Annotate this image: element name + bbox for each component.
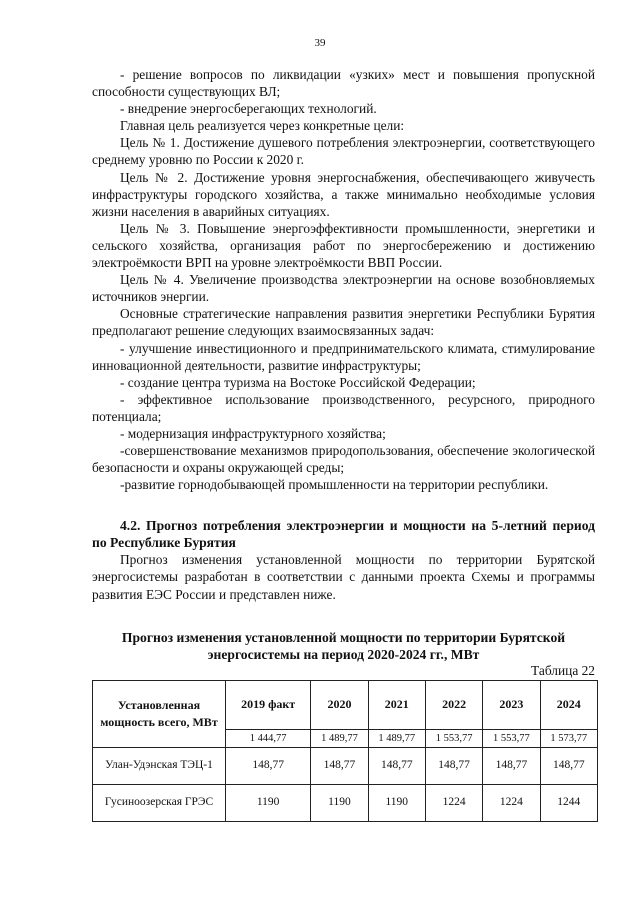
paragraph: Цель № 1. Достижение душевого потребления электроэнергии, соответствующего среднему уровню по России к 2020 г. <box>92 135 595 168</box>
header-year: 2021 <box>368 680 425 729</box>
paragraph: - модернизация инфраструктурного хозяйства; <box>120 425 386 441</box>
table-title: Прогноз изменения установленной мощности по территории Бурятской энергосистемы на период 2020-2024 гг., МВт <box>121 629 566 662</box>
cell-value: 1224 <box>483 784 540 821</box>
paragraph: - внедрение энергосберегающих технологий. <box>120 101 377 117</box>
total-value: 1 444,77 <box>226 729 311 747</box>
cell-value: 1190 <box>368 784 425 821</box>
paragraph: - создание центра туризма на Востоке Российской Федерации; <box>120 374 476 390</box>
cell-value: 148,77 <box>226 747 311 784</box>
table-label: Таблица 22 <box>531 662 595 678</box>
cell-value: 148,77 <box>368 747 425 784</box>
paragraph: - решение вопросов по ликвидации «узких» мест и повышения пропускной способности существующих ВЛ; <box>92 67 595 100</box>
cell-value: 1244 <box>540 784 597 821</box>
header-year: 2024 <box>540 680 597 729</box>
paragraph: - улучшение инвестиционного и предпринимательского климата, стимулирование инновационной деятельности, развитие инфраструктуры; <box>92 340 595 373</box>
station-name: Гусиноозерская ГРЭС <box>93 784 226 821</box>
station-name: Улан-Удэнская ТЭЦ-1 <box>93 747 226 784</box>
table-row <box>93 747 598 784</box>
paragraph: Цель № 4. Увеличение производства электроэнергии на основе возобновляемых источников энергии. <box>92 272 595 305</box>
section-paragraph: Прогноз изменения установленной мощности по территории Бурятской энергосистемы разработан в соответствии с данными проекта Схемы и программы развития ЕЭС России и представлен ниже. <box>92 552 595 602</box>
cell-value: 148,77 <box>483 747 540 784</box>
total-value: 1 553,77 <box>483 729 540 747</box>
header-year: 2022 <box>425 680 482 729</box>
table-row <box>93 784 598 821</box>
header-year: 2019 факт <box>226 680 311 729</box>
paragraph: Основные стратегические направления развития энергетики Республики Бурятия предполагают решение следующих взаимосвязанных задач: <box>92 306 595 339</box>
header-year: 2020 <box>311 680 368 729</box>
capacity-table <box>92 680 598 822</box>
cell-value: 148,77 <box>425 747 482 784</box>
total-value: 1 553,77 <box>425 729 482 747</box>
paragraph: Цель № 3. Повышение энергоэффективности промышленности, энергетики и сельского хозяйства, организация работ по энергосбережению и достижению электроёмкости ВРП на уровне электроёмкости ВВП России. <box>92 220 595 271</box>
page-number: 39 <box>314 37 326 49</box>
cell-value: 148,77 <box>311 747 368 784</box>
cell-value: 1190 <box>226 784 311 821</box>
total-value: 1 489,77 <box>368 729 425 747</box>
paragraph: - эффективное использование производственного, ресурсного, природного потенциала; <box>92 391 595 424</box>
total-value: 1 489,77 <box>311 729 368 747</box>
paragraph: -развитие горнодобывающей промышленности на территории республики. <box>120 477 549 493</box>
paragraph: Главная цель реализуется через конкретные цели: <box>120 118 405 134</box>
header-capacity: Установленная мощность всего, МВт <box>93 680 226 747</box>
cell-value: 148,77 <box>540 747 597 784</box>
cell-value: 1224 <box>425 784 482 821</box>
table-header-row <box>93 680 598 729</box>
paragraph: -совершенствование механизмов природопользования, обеспечение экологической безопасности и охраны окружающей среды; <box>92 443 595 476</box>
paragraph: Цель № 2. Достижение уровня энергоснабжения, обеспечивающего живучесть инфраструктуры городского хозяйства, а также минимально необходимые условия жизни населения в аварийных ситуациях. <box>92 169 595 219</box>
section-heading: 4.2. Прогноз потребления электроэнергии и мощности на 5-летний период по Республике Бурятия <box>92 518 595 551</box>
total-value: 1 573,77 <box>540 729 597 747</box>
document-body <box>92 66 595 822</box>
header-year: 2023 <box>483 680 540 729</box>
cell-value: 1190 <box>311 784 368 821</box>
